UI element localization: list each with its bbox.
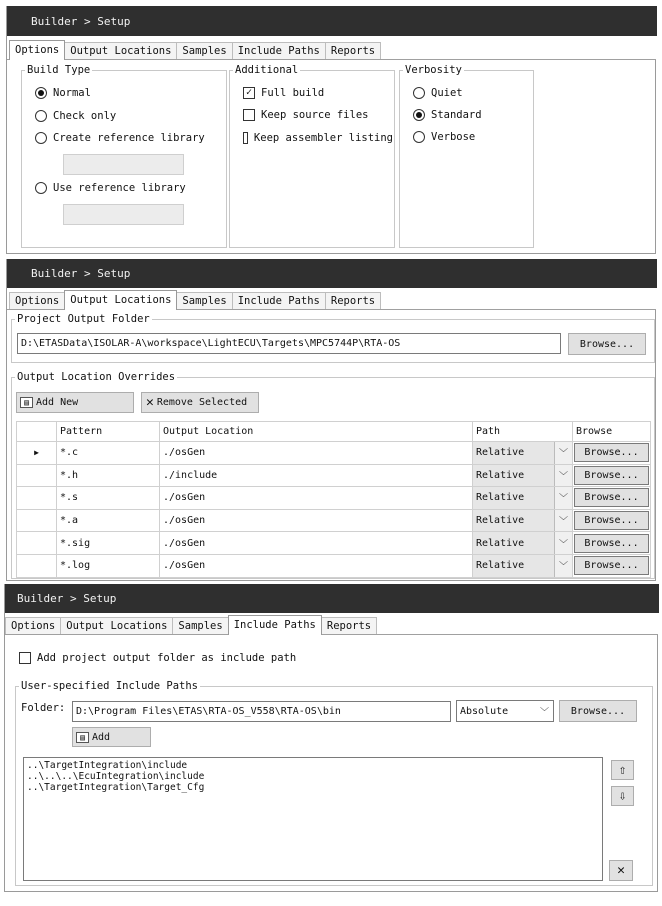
path-select[interactable]	[473, 464, 573, 487]
browse-cell	[573, 464, 651, 487]
folder-label: Folder:	[21, 702, 66, 714]
tab-samples[interactable]: Samples	[172, 617, 228, 634]
tab-include-paths[interactable]: Include Paths	[232, 42, 326, 59]
path-select[interactable]	[473, 487, 573, 510]
path-value: Relative	[476, 537, 525, 549]
close-icon: ✕	[617, 863, 625, 878]
checkbox-full-build[interactable]	[243, 87, 324, 99]
window-title-bar	[5, 584, 659, 613]
build-type-legend: Build Type	[27, 64, 91, 76]
path-value: Relative	[476, 560, 525, 572]
row-browse-button[interactable]: Browse...	[574, 556, 649, 575]
browse-cell	[573, 509, 651, 532]
radio-normal-label: Normal	[53, 87, 91, 99]
tab-samples[interactable]: Samples	[176, 42, 232, 59]
verbosity-legend: Verbosity	[405, 64, 462, 76]
panel-options	[6, 6, 656, 254]
tab-output-locations[interactable]: Output Locations	[64, 290, 177, 310]
keep-asm-label: Keep assembler listing	[253, 132, 393, 144]
pattern-cell[interactable]: *.a	[57, 509, 160, 532]
tab-reports[interactable]: Reports	[325, 292, 381, 309]
path-mode-value: Absolute	[460, 705, 509, 717]
location-cell[interactable]: ./osGen	[160, 554, 473, 577]
add-new-label: Add New	[36, 397, 79, 408]
checkbox-keep-source[interactable]	[243, 109, 368, 121]
location-cell[interactable]: ./osGen	[160, 532, 473, 555]
table-header-row	[17, 422, 651, 442]
chevron-down-icon: ﹀	[554, 532, 572, 554]
path-value: Relative	[476, 447, 525, 459]
window-title: Builder > Setup	[31, 14, 131, 28]
location-cell[interactable]: ./osGen	[160, 442, 473, 465]
folder-browse-button[interactable]: Browse...	[559, 700, 637, 722]
check-icon: ✓	[243, 87, 255, 99]
table-row[interactable]	[17, 487, 651, 510]
checkbox-icon	[19, 652, 31, 664]
project-output-legend: Project Output Folder	[17, 313, 150, 325]
tab-output-locations[interactable]: Output Locations	[64, 42, 177, 59]
panel-include-paths	[4, 584, 658, 892]
add-icon: ▤	[76, 732, 89, 743]
project-output-browse-button[interactable]: Browse...	[568, 333, 646, 355]
pattern-cell[interactable]: *.s	[57, 487, 160, 510]
remove-icon: ✕	[146, 395, 154, 410]
row-indicator	[17, 487, 57, 510]
radio-use-ref[interactable]	[35, 182, 186, 194]
row-indicator	[17, 464, 57, 487]
radio-quiet-label: Quiet	[431, 87, 463, 99]
chevron-down-icon: ﹀	[554, 465, 572, 487]
checkbox-icon	[243, 109, 255, 121]
checkbox-add-project-output[interactable]	[19, 652, 296, 664]
list-item[interactable]: ..\TargetIntegration\Target_Cfg	[27, 782, 205, 793]
list-item[interactable]: ..\TargetIntegration\include	[27, 760, 188, 771]
browse-cell	[573, 487, 651, 510]
chevron-down-icon: ﹀	[539, 707, 549, 718]
tab-strip	[7, 36, 656, 60]
overrides-legend: Output Location Overrides	[17, 371, 176, 383]
radio-icon	[413, 87, 425, 99]
use-ref-input-disabled	[63, 204, 184, 225]
remove-selected-label: Remove Selected	[156, 397, 248, 408]
arrow-up-icon: ⇧	[618, 762, 627, 778]
column-header[interactable]: Path	[473, 422, 573, 442]
chevron-down-icon: ﹀	[554, 510, 572, 532]
column-header[interactable]: Pattern	[57, 422, 160, 442]
project-output-path-input[interactable]: D:\ETASData\ISOLAR-A\workspace\LightECU\Targets\MPC5744P\RTA-OS	[17, 333, 561, 354]
table-row[interactable]	[17, 532, 651, 555]
add-path-button[interactable]	[72, 727, 151, 747]
checkbox-keep-asm[interactable]	[243, 132, 393, 144]
row-browse-button[interactable]: Browse...	[574, 534, 649, 553]
row-indicator-header	[17, 422, 57, 442]
create-ref-input-disabled	[63, 154, 184, 175]
remove-selected-button[interactable]	[141, 392, 259, 413]
delete-path-button[interactable]	[609, 860, 633, 881]
radio-normal[interactable]	[35, 87, 91, 99]
pattern-cell[interactable]: *.sig	[57, 532, 160, 555]
chevron-down-icon: ﹀	[554, 555, 572, 577]
pattern-cell[interactable]: *.c	[57, 442, 160, 465]
additional-legend: Additional	[235, 64, 299, 76]
column-header[interactable]: Output Location	[160, 422, 473, 442]
browse-cell	[573, 554, 651, 577]
add-new-icon: ▤	[20, 397, 33, 408]
path-value: Relative	[476, 515, 525, 527]
arrow-down-icon: ⇩	[618, 788, 627, 804]
full-build-label: Full build	[261, 87, 325, 99]
pattern-cell[interactable]: *.h	[57, 464, 160, 487]
location-cell[interactable]: ./include	[160, 464, 473, 487]
row-browse-button[interactable]: Browse...	[574, 511, 649, 530]
tab-include-paths[interactable]: Include Paths	[232, 292, 326, 309]
row-browse-button[interactable]: Browse...	[574, 443, 649, 462]
table-row[interactable]	[17, 464, 651, 487]
list-item[interactable]: ..\..\..\EcuIntegration\include	[27, 771, 205, 782]
chevron-down-icon: ﹀	[554, 487, 572, 509]
tab-strip	[5, 613, 658, 635]
row-indicator	[17, 554, 57, 577]
add-project-output-label: Add project output folder as include path	[37, 652, 297, 664]
chevron-down-icon: ﹀	[554, 442, 572, 464]
panel-output-locations	[6, 259, 656, 581]
table-row[interactable]	[17, 554, 651, 577]
row-browse-button[interactable]: Browse...	[574, 466, 649, 485]
radio-standard[interactable]	[413, 109, 482, 121]
browse-cell	[573, 532, 651, 555]
tab-samples[interactable]: Samples	[176, 292, 232, 309]
radio-create-ref-label: Create reference library	[53, 132, 205, 144]
radio-use-ref-label: Use reference library	[53, 182, 186, 194]
window-title: Builder > Setup	[31, 267, 131, 280]
folder-input[interactable]: D:\Program Files\ETAS\RTA-OS_V558\RTA-OS\bin	[72, 701, 451, 722]
path-mode-select[interactable]	[456, 700, 554, 722]
tab-reports[interactable]: Reports	[321, 617, 377, 634]
radio-verbose[interactable]	[413, 131, 475, 143]
radio-icon	[413, 131, 425, 143]
radio-icon	[35, 132, 47, 144]
tab-options[interactable]: Options	[9, 292, 65, 309]
add-new-button[interactable]	[16, 392, 134, 413]
radio-create-ref[interactable]	[35, 132, 205, 144]
row-indicator	[17, 509, 57, 532]
path-select[interactable]	[473, 442, 573, 465]
table-row[interactable]	[17, 509, 651, 532]
path-select[interactable]	[473, 532, 573, 555]
pattern-cell[interactable]: *.log	[57, 554, 160, 577]
location-cell[interactable]: ./osGen	[160, 487, 473, 510]
window-title-bar	[7, 259, 657, 288]
path-select[interactable]	[473, 509, 573, 532]
tab-include-paths[interactable]: Include Paths	[228, 615, 322, 635]
tab-output-locations[interactable]: Output Locations	[60, 617, 173, 634]
browse-cell	[573, 442, 651, 465]
location-cell[interactable]: ./osGen	[160, 509, 473, 532]
add-label: Add	[92, 731, 111, 743]
tab-options[interactable]: Options	[9, 40, 65, 60]
path-value: Relative	[476, 469, 525, 481]
radio-icon	[35, 110, 47, 122]
tab-options[interactable]: Options	[5, 617, 61, 634]
radio-selected-icon	[35, 87, 47, 99]
radio-quiet[interactable]	[413, 87, 463, 99]
window-title-bar	[7, 6, 657, 36]
radio-check-only-label: Check only	[53, 110, 117, 122]
row-browse-button[interactable]: Browse...	[574, 488, 649, 507]
tab-reports[interactable]: Reports	[325, 42, 381, 59]
tab-strip	[7, 288, 656, 310]
move-down-button[interactable]	[611, 786, 634, 806]
move-up-button[interactable]	[611, 760, 634, 780]
radio-check-only[interactable]	[35, 110, 116, 122]
overrides-table	[16, 421, 651, 578]
table-row[interactable]	[17, 442, 651, 465]
path-select[interactable]	[473, 554, 573, 577]
user-include-paths-legend: User-specified Include Paths	[21, 680, 199, 692]
path-value: Relative	[476, 492, 525, 504]
include-paths-list[interactable]	[23, 757, 603, 881]
radio-selected-icon	[413, 109, 425, 121]
window-title: Builder > Setup	[17, 592, 117, 605]
row-indicator	[17, 532, 57, 555]
checkbox-icon	[243, 132, 248, 144]
radio-verbose-label: Verbose	[431, 131, 476, 143]
column-header[interactable]: Browse	[573, 422, 651, 442]
radio-standard-label: Standard	[431, 109, 482, 121]
radio-icon	[35, 182, 47, 194]
row-selector-icon: ▶	[17, 442, 57, 465]
keep-source-label: Keep source files	[261, 109, 369, 121]
